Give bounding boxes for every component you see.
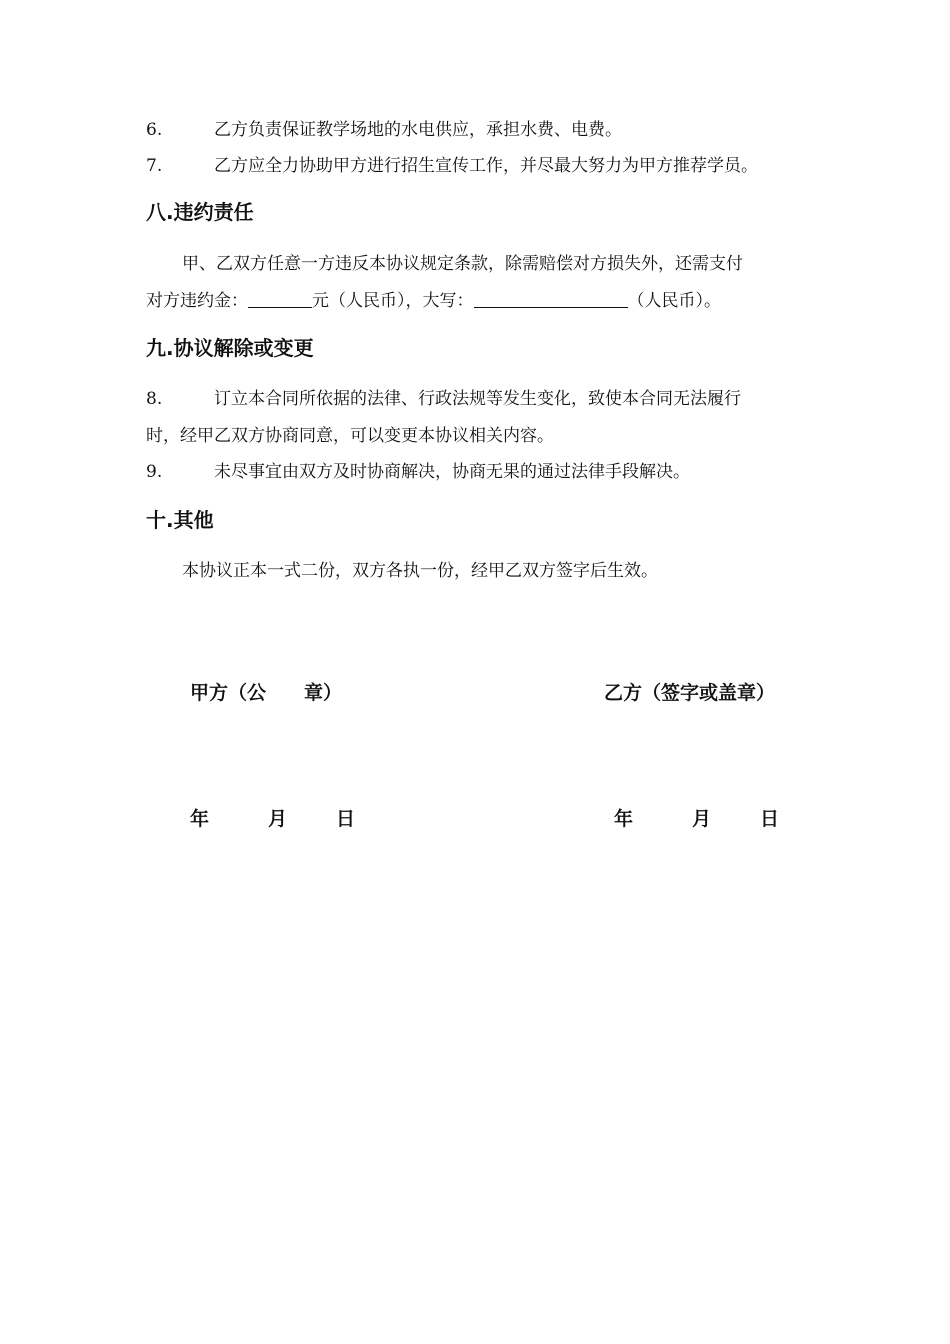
clause-number: 9. bbox=[146, 462, 163, 482]
clause-item-8 bbox=[146, 387, 826, 411]
clause-text: 订立本合同所依据的法律、行政法规等发生变化，致使本合同无法履行 bbox=[214, 389, 741, 409]
party-a-signature-label: 甲方（公 章） bbox=[190, 682, 343, 704]
clause-text: 乙方负责保证教学场地的水电供应，承担水费、电费。 bbox=[214, 120, 622, 140]
section-heading-other: 十.其他 bbox=[146, 508, 214, 532]
clause-item-6 bbox=[146, 118, 826, 142]
clause-text: 乙方应全力协助甲方进行招生宣传工作，并尽最大努力为甲方推荐学员。 bbox=[214, 156, 758, 176]
party-a-date-month: 月 bbox=[268, 808, 288, 830]
penalty-amount-words-blank[interactable] bbox=[474, 289, 628, 308]
clause-item-9 bbox=[146, 460, 826, 484]
breach-text-line-1: 甲、乙双方任意一方违反本协议规定条款，除需赔偿对方损失外，还需支付 bbox=[182, 254, 743, 274]
party-b-signature-label: 乙方（签字或盖章） bbox=[604, 682, 776, 704]
party-a-date-year: 年 bbox=[190, 808, 210, 830]
penalty-amount-blank[interactable] bbox=[248, 289, 312, 308]
party-a-date-day: 日 bbox=[336, 808, 356, 830]
clause-number: 6. bbox=[146, 120, 163, 140]
currency-suffix: （人民币）。 bbox=[627, 291, 721, 311]
clause-text: 未尽事宜由双方及时协商解决，协商无果的通过法律手段解决。 bbox=[214, 462, 690, 482]
clause-item-8-continued: 时，经甲乙双方协商同意，可以变更本协议相关内容。 bbox=[146, 426, 554, 446]
party-b-date-month: 月 bbox=[692, 808, 712, 830]
party-b-date-year: 年 bbox=[614, 808, 634, 830]
section-heading-termination: 九.协议解除或变更 bbox=[146, 336, 314, 360]
clause-item-7 bbox=[146, 154, 826, 178]
clause-number: 7. bbox=[146, 156, 163, 176]
currency-label: 元（人民币），大写： bbox=[312, 291, 474, 311]
clause-number: 8. bbox=[146, 389, 163, 409]
other-text: 本协议正本一式二份，双方各执一份，经甲乙双方签字后生效。 bbox=[182, 561, 658, 581]
section-heading-breach: 八.违约责任 bbox=[146, 200, 254, 224]
breach-text-line-2 bbox=[146, 289, 826, 313]
party-b-date-day: 日 bbox=[760, 808, 780, 830]
penalty-label: 对方违约金： bbox=[146, 291, 248, 311]
